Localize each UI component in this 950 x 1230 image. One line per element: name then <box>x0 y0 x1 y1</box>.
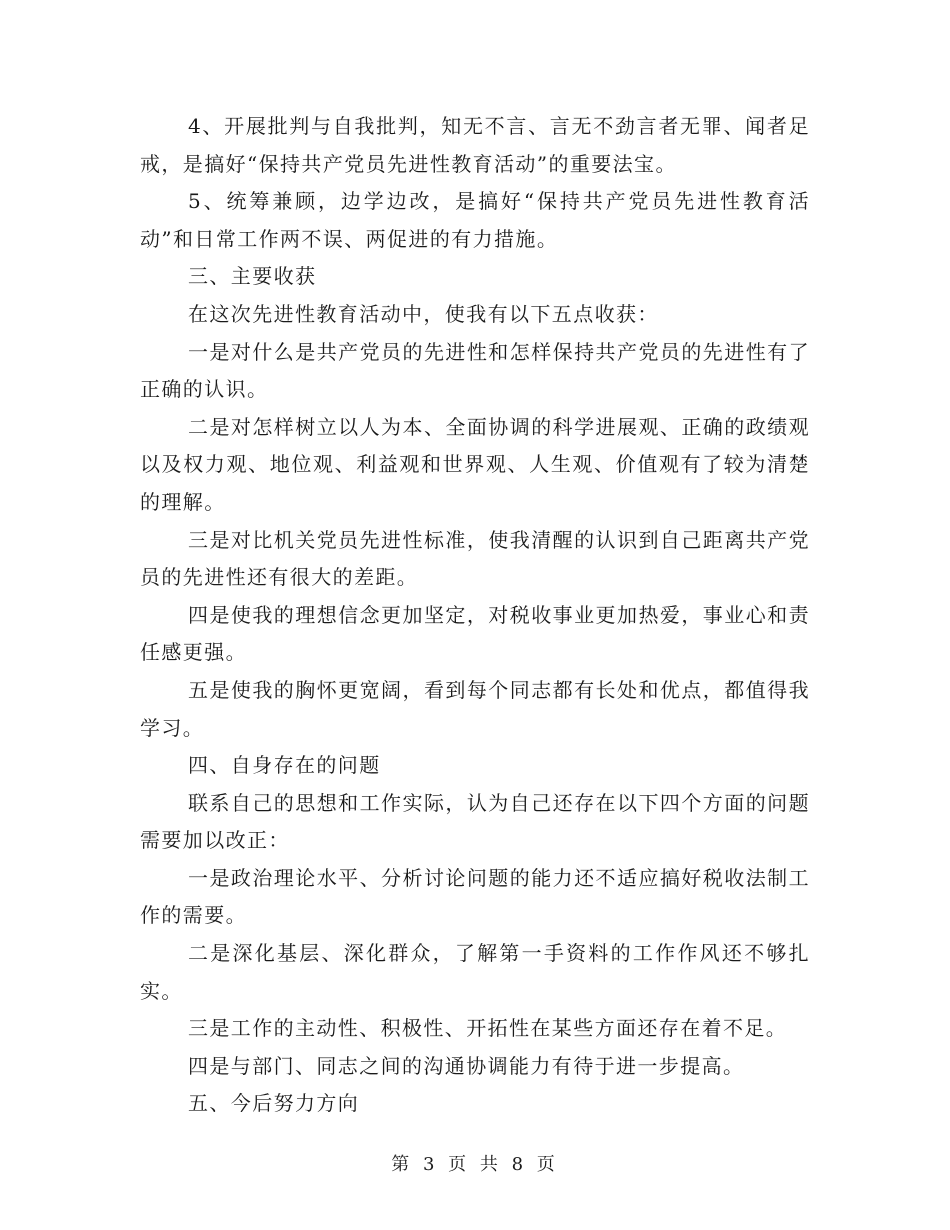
section-heading-direction: 五、今后努力方向 <box>188 1091 360 1116</box>
paragraph-gains-intro: 在这次先进性教育活动中，使我有以下五点收获： <box>188 301 659 326</box>
paragraph-gain-5: 五是使我的胸怀更宽阔，看到每个同志都有长处和优点，都值得我学习。 <box>140 677 810 740</box>
document-body <box>140 108 810 1123</box>
section-heading-gains: 三、主要收获 <box>188 264 317 289</box>
paragraph-gain-3: 三是对比机关党员先进性标准，使我清醒的认识到自己距离共产党员的先进性还有很大的差距。 <box>140 527 810 590</box>
paragraph-problem-1: 一是政治理论水平、分析讨论问题的能力还不适应搞好税收法制工作的需要。 <box>140 865 810 928</box>
paragraph-problem-3: 三是工作的主动性、积极性、开拓性在某些方面还存在着不足。 <box>188 1016 788 1041</box>
section-heading-problems: 四、自身存在的问题 <box>188 753 381 778</box>
page-number-footer: 第 3 页 共 8 页 <box>391 1154 559 1175</box>
paragraph-criticism: 4、开展批判与自我批判，知无不言、言无不劲言者无罪、闻者足戒，是搞好“保持共产党员先进性教育活动”的重要法宝。 <box>140 114 810 176</box>
paragraph-problem-4: 四是与部门、同志之间的沟通协调能力有待于进一步提高。 <box>188 1053 745 1078</box>
paragraph-problem-2: 二是深化基层、深化群众，了解第一手资料的工作作风还不够扎实。 <box>140 941 810 1003</box>
paragraph-gain-2: 二是对怎样树立以人为本、全面协调的科学进展观、正确的政绩观以及权力观、地位观、利益观和世界观、人生观、价值观有了较为清楚的理解。 <box>140 414 810 514</box>
paragraph-problems-intro: 联系自己的思想和工作实际，认为自己还存在以下四个方面的问题需要加以改正： <box>140 790 810 853</box>
paragraph-gain-1: 一是对什么是共产党员的先进性和怎样保持共产党员的先进性有了正确的认识。 <box>140 339 810 402</box>
paragraph-coordination: 5、统筹兼顾，边学边改，是搞好“保持共产党员先进性教育活动”和日常工作两不误、两促进的有力措施。 <box>140 189 810 251</box>
paragraph-gain-4: 四是使我的理想信念更加坚定，对税收事业更加热爱，事业心和责任感更强。 <box>140 602 810 665</box>
